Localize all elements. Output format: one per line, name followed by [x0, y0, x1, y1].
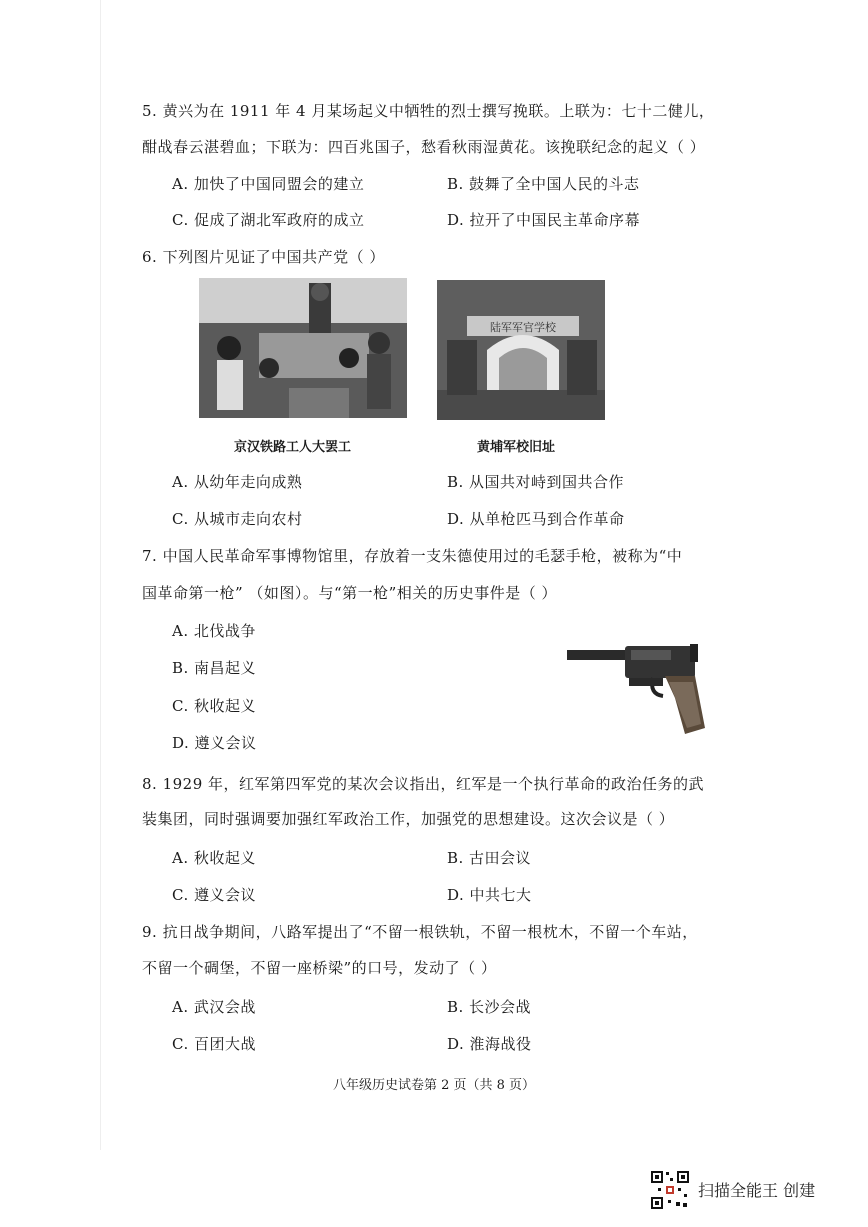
q9-line-2: 不留一个碉堡，不留一座桥梁”的口号，发动了（ ）: [142, 959, 497, 977]
q5-line-1: 5. 黄兴为在 1911 年 4 月某场起义中牺牲的烈士撰写挽联。上联为：七十二健儿，: [142, 102, 715, 120]
q8-line-1: 8. 1929 年，红军第四军党的某次会议指出，红军是一个执行革命的政治任务的武: [142, 775, 705, 793]
q8-option-c: C. 遵义会议: [172, 886, 256, 904]
caption-whampoa: 黄埔军校旧址: [477, 440, 556, 455]
mauser-pistol-image: [565, 638, 715, 738]
q6-option-a: A. 从幼年走向成熟: [172, 473, 303, 491]
q7-option-d: D. 遵义会议: [172, 734, 257, 752]
q7-line-1: 7. 中国人民革命军事博物馆里，存放着一支朱德使用过的毛瑟手枪，被称为“中: [142, 547, 683, 565]
q7-option-a: A. 北伐战争: [172, 622, 256, 640]
q5-option-a: A. 加快了中国同盟会的建立: [172, 175, 365, 193]
scan-edge: [100, 0, 101, 1150]
q5-option-d: D. 拉开了中国民主革命序幕: [447, 211, 641, 229]
q8-option-d: D. 中共七大: [447, 886, 532, 904]
q9-line-1: 9. 抗日战争期间，八路军提出了“不留一根铁轨，不留一根枕木，不留一个车站，: [142, 923, 698, 941]
q8-option-b: B. 古田会议: [447, 849, 532, 867]
q9-option-c: C. 百团大战: [172, 1035, 256, 1053]
q7-line-2: 国革命第一枪” （如图）。与“第一枪”相关的历史事件是（ ）: [142, 584, 558, 602]
q6-option-d: D. 从单枪匹马到合作革命: [447, 510, 625, 528]
q7-option-c: C. 秋收起义: [172, 697, 256, 715]
qr-code-icon[interactable]: [650, 1170, 690, 1210]
railway-strike-photo: [199, 278, 407, 418]
whampoa-academy-photo: [437, 280, 605, 420]
q9-option-d: D. 淮海战役: [447, 1035, 532, 1053]
q6-option-c: C. 从城市走向农村: [172, 510, 303, 528]
q6-line-1: 6. 下列图片见证了中国共产党（ ）: [142, 248, 385, 266]
q6-option-b: B. 从国共对峙到国共合作: [447, 473, 625, 491]
q7-option-b: B. 南昌起义: [172, 659, 257, 677]
scanner-watermark: 扫描全能王 创建: [698, 1181, 816, 1200]
q5-option-c: C. 促成了湖北军政府的成立: [172, 211, 365, 229]
q8-line-2: 装集团，同时强调要加强红军政治工作，加强党的思想建设。这次会议是（ ）: [142, 810, 675, 828]
q5-line-2: 酣战春云湛碧血；下联为：四百兆国子，愁看秋雨湿黄花。该挽联纪念的起义（ ）: [142, 138, 706, 156]
academy-sign-text: 陆军军官学校: [490, 321, 556, 334]
q5-option-b: B. 鼓舞了全中国人民的斗志: [447, 175, 640, 193]
q9-option-b: B. 长沙会战: [447, 998, 532, 1016]
q9-option-a: A. 武汉会战: [172, 998, 256, 1016]
caption-railway-strike: 京汉铁路工人大罢工: [234, 440, 352, 455]
q8-option-a: A. 秋收起义: [172, 849, 256, 867]
page-footer: 八年级历史试卷第 2 页（共 8 页）: [332, 1078, 536, 1093]
